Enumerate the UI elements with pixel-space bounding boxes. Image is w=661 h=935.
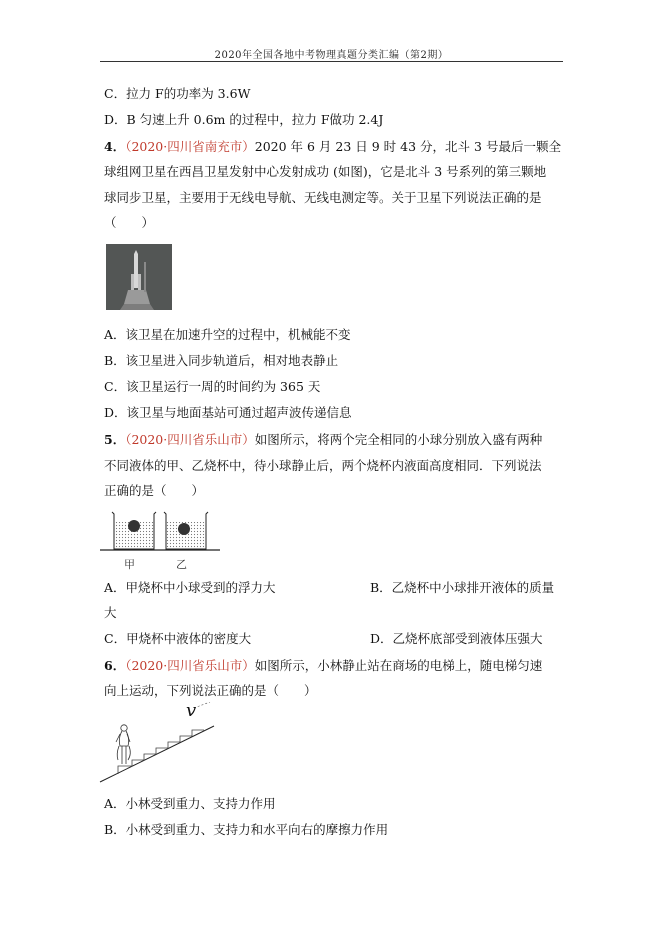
q4-stem-line-4: （ ） [104, 215, 155, 230]
q6-source: （2020·四川省乐山市） [125, 658, 255, 673]
q5-stem-line-2: 不同液体的甲、乙烧杯中，待小球静止后，两个烧杯内液面高度相同．下列说法 [104, 458, 542, 473]
q6-stem-line-1 [104, 656, 542, 676]
rocket-launch-photo [106, 244, 172, 310]
q5-option-a: A．甲烧杯中小球受到的浮力大 [104, 580, 276, 595]
q4-option-c: C．该卫星运行一周的时间约为 365 天 [104, 379, 321, 394]
q6-velocity-label: v [186, 700, 197, 721]
q4-stem-text: 2020 年 6 月 23 日 9 时 43 分，北斗 3 号最后一颗全 [254, 139, 561, 154]
q4-source: （2020·四川省南充市） [125, 139, 255, 154]
q6-stem-line-2: 向上运动，下列说法正确的是（ ） [104, 683, 317, 698]
q4-stem-line-1 [104, 137, 561, 157]
page-header: 2020年全国各地中考物理真题分类汇编（第2期） [214, 50, 449, 61]
q4-option-a: A．该卫星在加速升空的过程中，机械能不变 [104, 327, 351, 342]
q4-number: 4． [104, 139, 126, 154]
q5-stem-line-3: 正确的是（ ） [104, 483, 205, 498]
q4-option-b: B．该卫星进入同步轨道后，相对地表静止 [104, 353, 339, 368]
q5-option-c: C．甲烧杯中液体的密度大 [104, 631, 252, 646]
q5-option-b: B．乙烧杯中小球排开液体的质量 [370, 580, 555, 595]
header-rule [100, 61, 563, 62]
escalator-figure [98, 702, 216, 784]
q5-label-jia: 甲 [124, 558, 135, 571]
q3-option-c: C．拉力 F的功率为 3.6W [104, 86, 251, 101]
beakers-figure [100, 506, 220, 570]
q3-option-d: D．B 匀速上升 0.6m 的过程中，拉力 F做功 2.4J [104, 112, 384, 127]
q6-option-a: A．小林受到重力、支持力作用 [104, 796, 276, 811]
q6-number: 6． [104, 658, 126, 673]
q5-stem-line-1 [104, 430, 542, 450]
q4-stem-line-3: 球同步卫星，主要用于无线电导航、无线电测定等。关于卫星下列说法正确的是 [104, 190, 542, 205]
q5-option-d: D．乙烧杯底部受到液体压强大 [370, 631, 543, 646]
q4-stem-line-2: 球组网卫星在西昌卫星发射中心发射成功 (如图)，它是北斗 3 号系列的第三颗地 [104, 164, 547, 179]
q5-number: 5． [104, 432, 126, 447]
q5-source: （2020·四川省乐山市） [125, 432, 255, 447]
q6-option-b: B．小林受到重力、支持力和水平向右的摩擦力作用 [104, 822, 389, 837]
q5-label-yi: 乙 [176, 558, 187, 571]
q6-stem-text: 如图所示，小林静止站在商场的电梯上，随电梯匀速 [254, 658, 543, 673]
q5-stem-text: 如图所示，将两个完全相同的小球分别放入盛有两种 [254, 432, 543, 447]
q5-option-b-wrap: 大 [104, 605, 117, 620]
q4-option-d: D．该卫星与地面基站可通过超声波传递信息 [104, 405, 352, 420]
